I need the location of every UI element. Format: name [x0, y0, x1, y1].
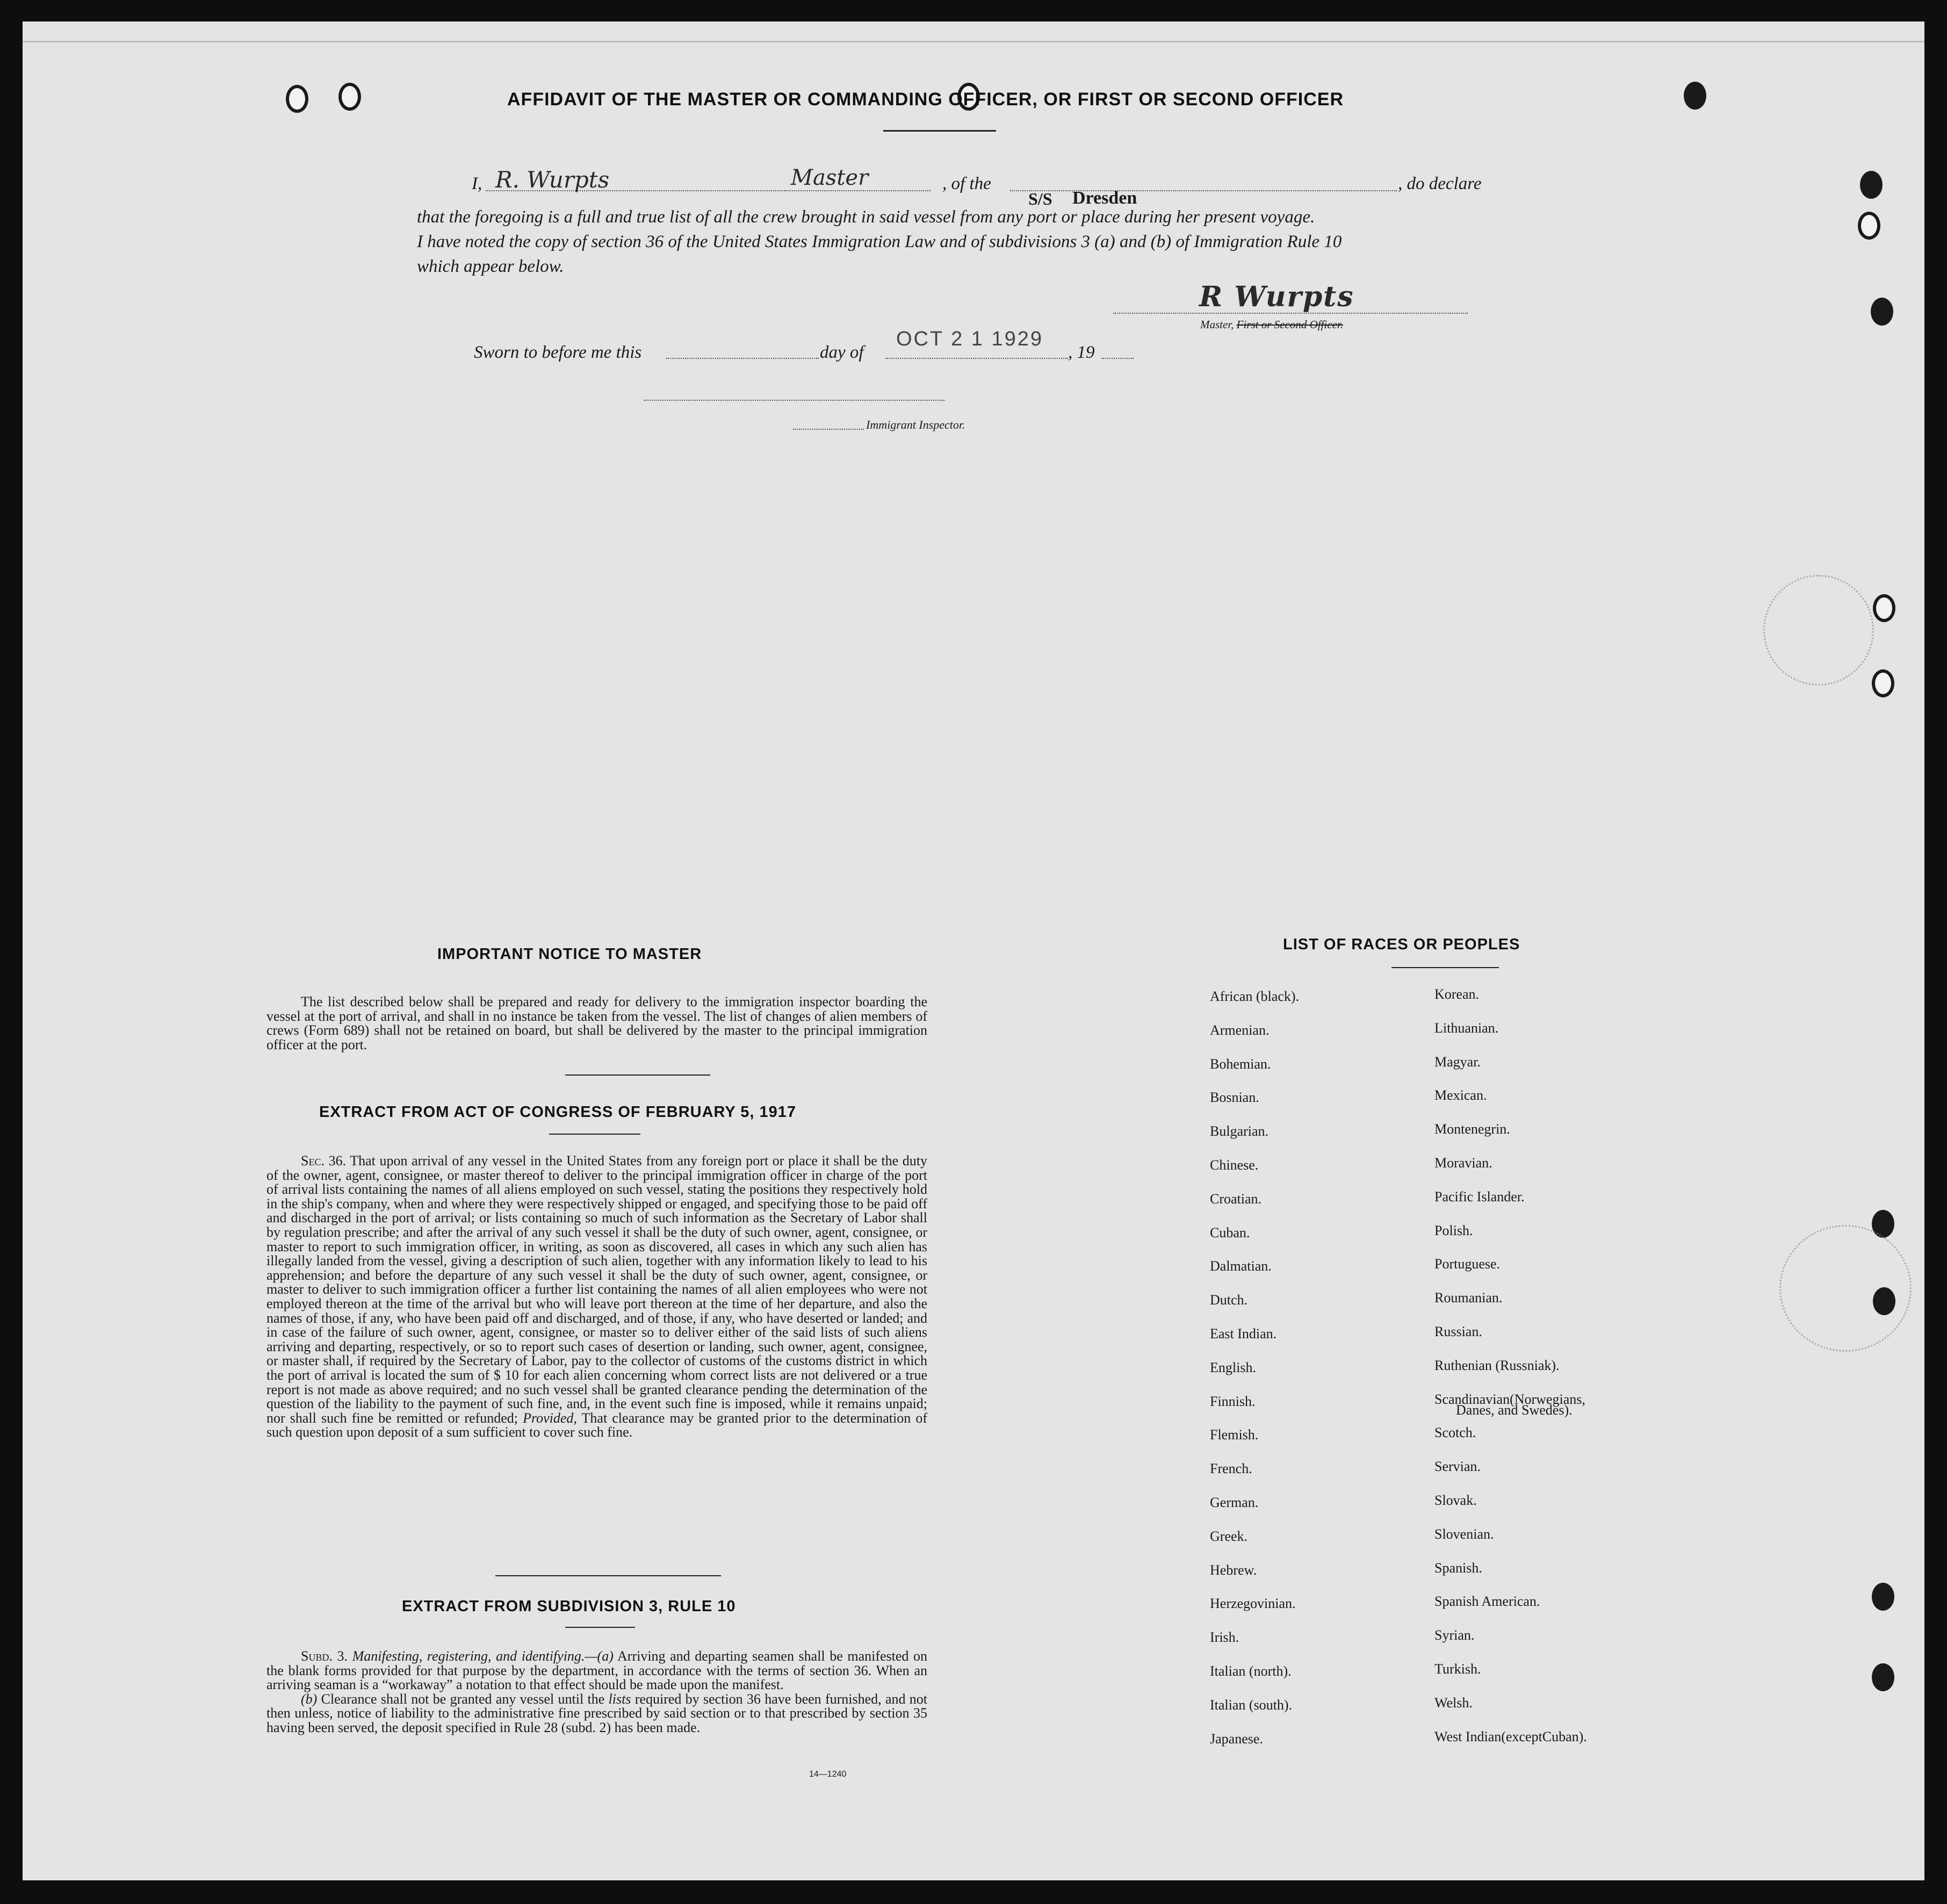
inspector-caption: Immigrant Inspector.: [866, 418, 965, 431]
affidavit-title: AFFIDAVIT OF THE MASTER OR COMMANDING OFFICER, OR FIRST OR SECOND OFFICER: [507, 89, 1344, 110]
rule-para-b1: Clearance shall not be granted any vessel until the: [317, 1691, 609, 1707]
affidavit-line-1: that the foregoing is a full and true list of all the crew brought in said vessel from any port or place during her present voyage.: [417, 207, 1315, 227]
race-entry: Bosnian.: [1210, 1090, 1259, 1106]
subd-heading: Manifesting, registering, and identifying.—(a): [348, 1648, 614, 1664]
race-entry: Pacific Islander.: [1434, 1188, 1525, 1205]
race-entry: Dalmatian.: [1210, 1258, 1272, 1274]
race-entry: Irish.: [1210, 1629, 1239, 1646]
affidavit-i-label: I,: [472, 174, 482, 193]
race-entry: English.: [1210, 1359, 1256, 1375]
race-entry: Italian (south).: [1210, 1697, 1293, 1713]
sworn-label: Sworn to before me this: [474, 343, 642, 362]
race-entry: Scotch.: [1434, 1425, 1476, 1441]
binder-hole: [1873, 594, 1895, 622]
rule-title-rule: [565, 1627, 635, 1628]
race-entry: Italian (north).: [1210, 1663, 1292, 1679]
document-page: [23, 21, 1924, 1880]
notice-rule: [565, 1074, 710, 1076]
race-entry: Korean.: [1434, 986, 1480, 1002]
race-entry: Russian.: [1434, 1324, 1482, 1339]
race-entry: Turkish.: [1434, 1661, 1481, 1677]
act-paragraph: [266, 1154, 927, 1440]
race-entry: Roumanian.: [1434, 1290, 1503, 1306]
race-entry: Dutch.: [1210, 1292, 1248, 1308]
race-entry: Spanish American.: [1434, 1593, 1540, 1610]
race-entry: Herzegovinian.: [1210, 1596, 1296, 1612]
act-text-a: That upon arrival of any vessel in the United States from any foreign port or place it shall be the duty of the owner, agent, consignee, or master thereof to deliver to the principal immigration officer in charge of the port of arrival lists containing the names of all aliens employed on such vessel, stating the positions they respectively hold in the ship's company, when and where they were respectively shipped or engaged, and specifying those to be paid off and discharged in the port of arrival; or lists containing so much of such information as the Secretary of Labor shall by regulation prescribe; and after the arrival of any such vessel it shall be the duty of such owner, agent, consignee, or master to report to such immigration officer, in writing, as soon as discovered, all cases in which any such alien has illegally landed from the vessel, giving a description of such alien, together with any information likely to lead to his apprehension; and before the departure of any such vessel it shall be the duty of such owner, agent, consignee, or master to deliver to such immigration officer a further list containing the names of all alien employees who were not employed thereon at the time of the arrival but who will leave port thereon at the time of her departure, and also the names of those, if any, who have been paid off and discharged, and of those, if any, who have deserted or landed; and in case of the failure of such owner, agent, consignee, or master so to deliver either of the said lists of such aliens arriving and departing, respectively, or so to report such cases of desertion or landing, such owner, agent, consignee, or master shall, if required by the Secretary of Labor, pay to the collector of customs of the customs district in which the port of arrival is located the sum of $ 10 for each alien concerning whom correct lists are not delivered or a true report is not made as above required; and no such vessel shall be granted clearance pending the determination of the question of the liability to the payment of such fine, and, in the event such fine is imposed, while it remains unpaid; nor shall such fine be remitted or refunded;: [266, 1153, 927, 1426]
inspector-caption-line: [793, 429, 864, 430]
faint-stamp: [1763, 575, 1874, 686]
race-entry: Flemish.: [1210, 1427, 1259, 1443]
rule-paragraph: [266, 1649, 927, 1735]
page-edge-line: [23, 41, 1924, 42]
faint-stamp: [1779, 1225, 1912, 1352]
affidavit-line-2: I have noted the copy of section 36 of the United States Immigration Law and of subdivisions 3 (a) and (b) of Immigration Rule 10: [417, 232, 1342, 251]
race-entry-continuation: Danes, and Swedes).: [1456, 1402, 1573, 1418]
race-entry: Montenegrin.: [1434, 1121, 1510, 1137]
race-entry: Scandinavian(Norwegians,: [1434, 1391, 1585, 1407]
signature-caption-master: Master,: [1200, 318, 1234, 331]
race-entry: Lithuanian.: [1434, 1020, 1499, 1036]
race-entry: Slovak.: [1434, 1492, 1477, 1508]
master-rank-handwritten: Master: [791, 165, 869, 190]
race-entry: Welsh.: [1434, 1694, 1473, 1711]
binder-hole: [1871, 298, 1893, 326]
do-declare-label: , do declare: [1398, 174, 1482, 193]
rule-b-label: (b): [301, 1691, 318, 1707]
race-entry: Magyar.: [1434, 1054, 1481, 1070]
rank-field-line: [785, 190, 931, 191]
race-entry: Croatian.: [1210, 1191, 1262, 1207]
day-of-label: day of: [820, 343, 864, 362]
race-entry: Portuguese.: [1434, 1256, 1501, 1272]
subd-label: Subd. 3.: [301, 1648, 348, 1664]
binder-hole: [338, 83, 361, 111]
race-entry: Japanese.: [1210, 1730, 1263, 1747]
signature-line: [1113, 313, 1468, 314]
master-name-handwritten: R. Wurpts: [495, 167, 610, 193]
vessel-name: Dresden: [1072, 188, 1137, 208]
title-rule: [883, 130, 996, 132]
affidavit-line-3: which appear below.: [417, 257, 564, 276]
vessel-prefix: S/S: [1028, 189, 1052, 208]
sworn-month-line: [885, 358, 1068, 359]
binder-hole: [1858, 212, 1880, 240]
race-entry: Bohemian.: [1210, 1056, 1271, 1072]
race-entry: Polish.: [1434, 1222, 1473, 1238]
race-entry: African (black).: [1210, 989, 1300, 1004]
race-entry: Armenian.: [1210, 1022, 1270, 1038]
race-entry: Moravian.: [1434, 1155, 1492, 1171]
inspector-signature-line: [644, 400, 944, 401]
act-end-rule: [495, 1575, 721, 1576]
binder-hole: [286, 85, 308, 113]
race-entry: German.: [1210, 1495, 1259, 1510]
race-entry: Greek.: [1210, 1528, 1248, 1544]
of-the-label: , of the: [942, 174, 991, 193]
binder-hole: [1684, 82, 1706, 110]
binder-hole: [1860, 171, 1883, 199]
binder-hole: [1872, 1663, 1894, 1691]
act-title: EXTRACT FROM ACT OF CONGRESS OF FEBRUARY 5, 1917: [319, 1104, 797, 1121]
notice-title: IMPORTANT NOTICE TO MASTER: [437, 946, 702, 963]
notice-paragraph: [266, 995, 927, 1052]
race-entry: West Indian(exceptCuban).: [1434, 1728, 1587, 1744]
sec-label: Sec. 36.: [301, 1153, 347, 1169]
sworn-day-line: [666, 358, 819, 359]
master-signature: R Wurpts: [1199, 280, 1354, 313]
act-text-b: That clearance may be granted prior to the determination of such question upon deposit of a sum sufficient to cover such fine.: [266, 1410, 927, 1440]
notice-text: The list described below shall be prepared and ready for delivery to the immigration inspector boarding the vessel at the port of arrival, and shall in no instance be taken from the vessel. The list of changes of alien members of crews (Form 689) shall not be retained on board, but shall be delivered by the master to the principal immigration officer at the port.: [266, 994, 927, 1052]
races-title: LIST OF RACES OR PEOPLES: [1283, 936, 1520, 953]
race-entry: Bulgarian.: [1210, 1123, 1269, 1139]
race-entry: French.: [1210, 1461, 1252, 1477]
race-entry: Spanish.: [1434, 1560, 1482, 1576]
race-entry: Hebrew.: [1210, 1562, 1257, 1578]
races-title-rule: [1391, 967, 1499, 968]
signature-caption: [1200, 318, 1343, 331]
race-entry: East Indian.: [1210, 1326, 1277, 1342]
race-entry: Syrian.: [1434, 1627, 1475, 1643]
race-entry: Servian.: [1434, 1459, 1481, 1475]
act-provided: Provided,: [523, 1410, 577, 1426]
race-entry: Ruthenian (Russniak).: [1434, 1357, 1560, 1373]
rule-para-a: Arriving and departing seamen shall be manifested on the blank forms provided for that purpose by the department, in accordance with the terms of section 36. When an arriving seaman is a “workaway” a notation to that effect should be made upon the manifest.: [266, 1648, 927, 1693]
date-stamp: OCT 2 1 1929: [896, 328, 1044, 350]
year-line: [1101, 358, 1134, 359]
race-entry: Mexican.: [1434, 1087, 1487, 1104]
race-entry: Chinese.: [1210, 1157, 1259, 1173]
signature-caption-struck: First or Second Officer.: [1236, 318, 1343, 331]
binder-hole: [1872, 1583, 1894, 1611]
act-title-rule: [549, 1134, 640, 1135]
year-label: , 19: [1068, 343, 1095, 362]
rule-title: EXTRACT FROM SUBDIVISION 3, RULE 10: [402, 1598, 736, 1615]
binder-hole: [1872, 669, 1894, 697]
rule-lists-word: lists: [608, 1691, 631, 1707]
race-entry: Slovenian.: [1434, 1526, 1494, 1542]
vessel-field-line: [1010, 190, 1397, 191]
form-number: 14—1240: [809, 1770, 847, 1779]
race-entry: Cuban.: [1210, 1224, 1250, 1241]
rule-para-b2: required by section 36 have been furnished, and not then unless, notice of liability to the administrative fine prescribed by said section or to that prescribed by section 35 having been served, the deposit specified in Rule 28 (subd. 2) has been made.: [266, 1691, 927, 1735]
race-entry: Finnish.: [1210, 1393, 1256, 1409]
